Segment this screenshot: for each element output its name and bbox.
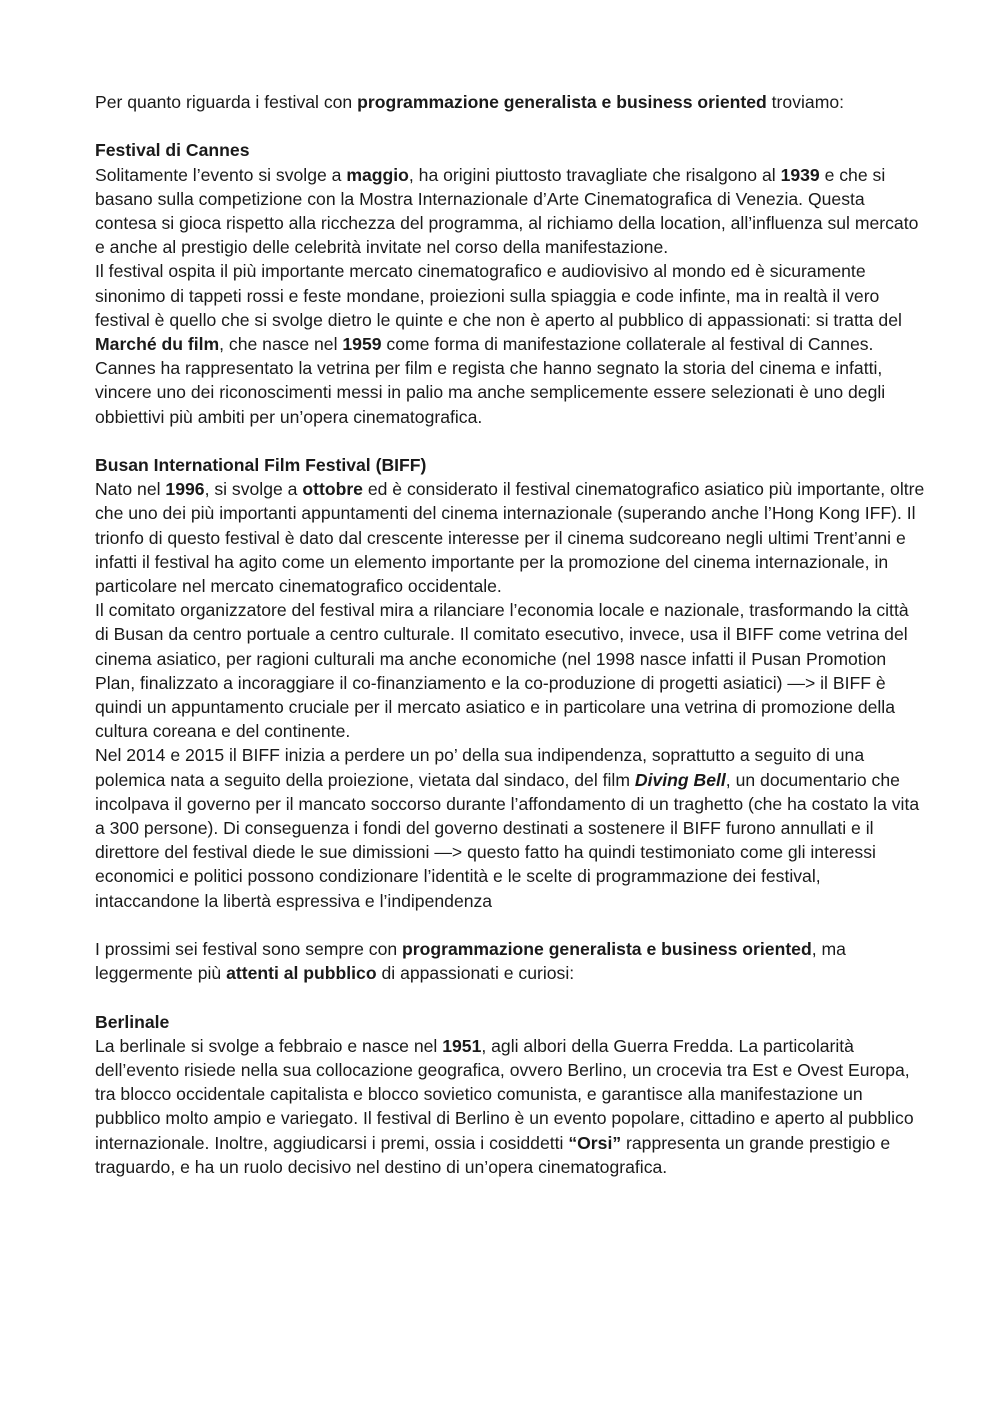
cannes-heading [95,138,925,162]
text: I prossimi sei festival sono sempre con [95,939,403,960]
bold-text: Marché du film [95,334,220,355]
text: , che nasce nel [219,334,343,355]
section-heading: Festival di Cannes [95,140,250,161]
transition-paragraph [95,937,925,985]
text: Il festival ospita il più importante mercato cinematografico e audiovisivo al mondo ed è sicuramente sinonimo di tappeti rossi e feste mondane, proiezioni sulla spiaggia e code infinte, ma in realtà il vero festival è quello che si svolge dietro le quinte e che non è aperto al pubblico di appassionati: si tratta del [95,261,902,330]
spacer [95,429,925,453]
bold-text: 1951 [442,1035,482,1056]
bold-text: 1939 [780,164,820,185]
text: , un documentario che incolpava il governo per il mancato soccorso durante l’affondamento di un traghetto (che ha costato la vita a 300 persone). Di conseguenza i fondi del governo destinati a sostenere il BIFF furono annullati e il direttore del festival diede le sue dimissioni —> questo fatto ha quindi testimoniato come gli interessi economici e politici possono condizionare l’identità e le scelte di programmazione dei festival, intaccandone la libertà espressiva e l’indipendenza [95,769,920,911]
spacer [95,985,925,1009]
biff-paragraph-3 [95,743,925,912]
text: , si svolge a [204,479,303,500]
text: , agli albori della Guerra Fredda. La particolarità dell’evento risiede nella sua collocazione geografica, ovvero Berlino, un crocevia tra Est e Ovest Europa, tra blocco occidentale capitalista e blocco sovietico comunista, e garantisce alla manifestazione un pubblico molto ampio e variegato. Il festival di Berlino è un evento popolare, cittadino e aperto al pubblico internazionale. Inoltre, aggiudicarsi i premi, ossia i cosiddetti [95,1035,914,1153]
text: troviamo: [766,92,845,112]
text: Solitamente l’evento si svolge a [95,164,347,185]
cannes-paragraph-3: Cannes ha rappresentato la vetrina per film e regista che hanno segnato la storia del cinema e infatti, vincere uno dei riconoscimenti messi in palio ma anche semplicemente essere selezionati è uno degli obbiettivi più ambiti per un’opera cinematografica. [95,358,886,427]
bold-text: programmazione generalista e business oriented [402,939,812,960]
text: , ma leggermente più [95,939,846,984]
berlinale-paragraph-1 [95,1034,925,1179]
biff-paragraph-1 [95,477,925,598]
bold-text: ottobre [302,479,363,500]
text: Per quanto riguarda i festival con [95,92,358,112]
bold-italic-title: Diving Bell [634,769,726,790]
section-heading: Berlinale [95,1011,170,1032]
text: La berlinale si svolge a febbraio e nasce nel [95,1035,443,1056]
bold-text: attenti al pubblico [226,963,377,984]
cannes-paragraph-2 [95,259,925,356]
cannes-paragraph-1 [95,163,925,260]
section-heading: Busan International Film Festival (BIFF) [95,455,427,476]
spacer [95,114,925,138]
bold-text: programmazione generalista e business oriented [357,92,767,112]
text: come forma di manifestazione collaterale al festival di Cannes. [381,334,874,355]
text: di appassionati e curiosi: [376,963,575,984]
bold-text: “Orsi” [568,1132,622,1153]
text: rappresenta un grande prestigio e traguardo, e ha un ruolo decisivo nel destino di un’opera cinematografica. [95,1132,891,1177]
bold-text: 1996 [165,479,205,500]
intro-paragraph [95,90,925,114]
text: , ha origini piuttosto travagliate che risalgono al [408,164,781,185]
text: Nel 2014 e 2015 il BIFF inizia a perdere un po’ della sua indipendenza, soprattutto a seguito di una polemica nata a seguito della proiezione, vietata dal sindaco, del film [95,745,865,790]
text: ed è considerato il festival cinematografico asiatico più importante, oltre che uno dei più importanti appuntamenti del cinema internazionale (superando anche l’Hong Kong IFF). Il trionfo di questo festival è dato dal crescente interesse per il cinema sudcoreano negli ultimi Trent’anni e infatti il festival ha agito come un elemento importante per la promozione del cinema internazionale, in particolare nel mercato cinematografico occidentale. [95,479,925,597]
spacer [95,913,925,937]
text: e che si basano sulla competizione con la Mostra Internazionale d’Arte Cinematografica di Venezia. Questa contesa si gioca rispetto alla ricchezza del programma, al richiamo della location, all’influenza sul mercato e anche al prestigio delle celebrità invitate nel corso della manifestazione. [95,164,919,258]
biff-paragraph-2: Il comitato organizzatore del festival mira a rilanciare l’economia locale e nazionale, trasformando la città di Busan da centro portuale a centro culturale. Il comitato esecutivo, invece, usa il BIFF come vetrina del cinema asiatico, per ragioni culturali ma anche economiche (nel 1998 nasce infatti il Pusan Promotion Plan, finalizzato a incoraggiare il co-finanziamento e la co-produzione di progetti asiatici) —> il BIFF è quindi un appuntamento cruciale per il mercato asiatico e in particolare una vetrina di promozione della cultura coreana e del continente. [95,600,909,742]
text: Nato nel [95,479,166,500]
bold-text: 1959 [342,334,382,355]
biff-heading [95,453,925,477]
document-page [95,90,925,1179]
berlinale-heading [95,1010,925,1034]
bold-text: maggio [346,164,409,185]
